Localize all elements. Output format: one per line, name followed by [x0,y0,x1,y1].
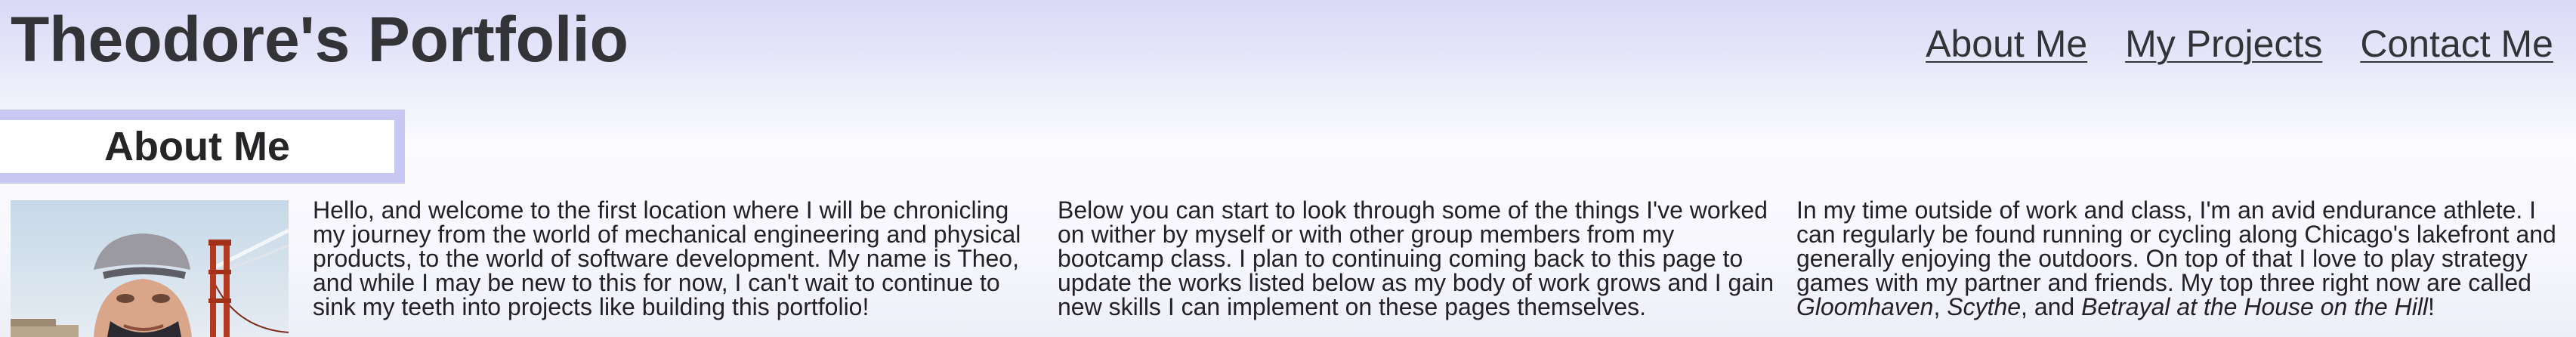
game-title-scythe: Scythe [1947,293,2022,320]
paragraph-3-end: ! [2428,293,2435,320]
game-title-betrayal: Betrayal at the House on the Hill [2081,293,2429,320]
nav-link-about-me[interactable]: About Me [1926,23,2088,65]
about-heading: About Me [104,124,290,169]
main-nav [1926,21,2553,66]
profile-photo-illustration [11,200,289,337]
separator-1: , [1933,293,1947,320]
nav-link-contact-me[interactable]: Contact Me [2360,23,2553,65]
site-title: Theodore's Portfolio [11,4,629,75]
about-heading-box [0,110,405,184]
about-paragraph-1: Hello, and welcome to the first location where I will be chronicling my journey from the world of mechanical engineering and physical products, to the world of software development. My name is Theo, and while I may be new to this for now, I can't wait to continue to sink my teeth into projects like building this portfolio! [313,196,1021,320]
separator-2: , and [2021,293,2082,320]
profile-photo [11,200,289,337]
game-title-gloomhaven: Gloomhaven [1796,293,1934,320]
about-paragraph-2: Below you can start to look through some of the things I've worked on wither by myself or with other group members from my bootcamp class. I plan to continuing coming back to this page to update the works listed below as my body of work grows and I gain new skills I can implement on these pages themselves. [1058,196,1774,320]
nav-link-my-projects[interactable]: My Projects [2125,23,2323,65]
about-paragraph-3-lead: In my time outside of work and class, I'm an avid endurance athlete. I can regularly be found running or cycling along Chicago's lakefront and generally enjoying the outdoors. On top of that I love to play strategy games with my partner and friends. My top three right now are called [1796,196,2556,296]
about-paragraph-3 [1796,198,2559,319]
